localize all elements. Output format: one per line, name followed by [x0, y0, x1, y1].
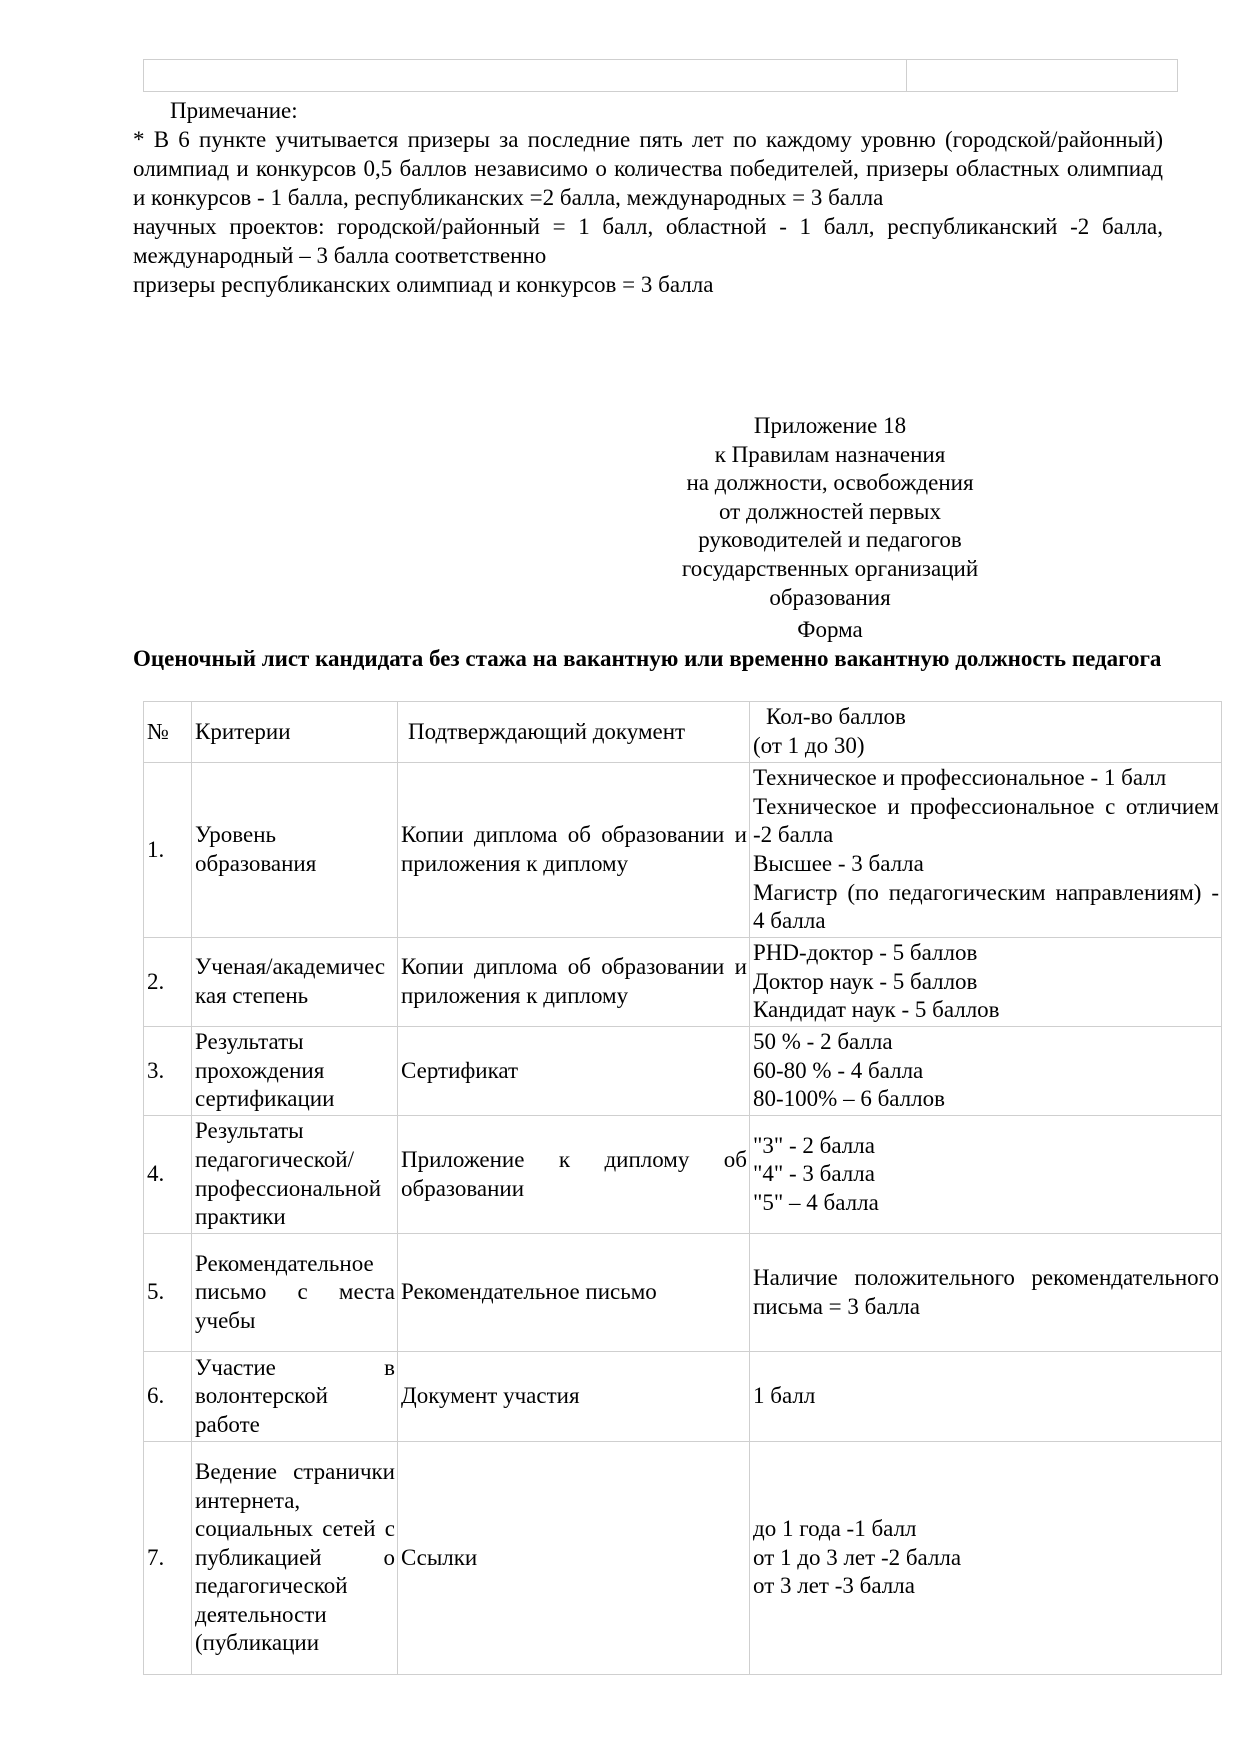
row-criteria: Участие в волонтерской работе [192, 1352, 398, 1442]
table-header-row [144, 702, 1222, 763]
row-points [750, 1442, 1222, 1675]
note-title: Примечание: [170, 98, 298, 123]
row-criteria: Рекомендательное письмо с места учебы [192, 1234, 398, 1352]
points-line: Кандидат наук - 5 баллов [753, 997, 1000, 1023]
note-paragraph-3: призеры республиканских олимпиад и конкурсов = 3 балла [133, 272, 714, 297]
row-document: Рекомендательное письмо [398, 1234, 750, 1352]
row-num: 3. [144, 1027, 192, 1116]
row-num: 5. [144, 1234, 192, 1352]
table-cell [144, 60, 907, 92]
row-points [750, 763, 1222, 938]
row-points: 1 балл [750, 1352, 1222, 1442]
points-line: Техническое и профессиональное - 1 балл [753, 765, 1167, 791]
points-line: "3" - 2 балла [753, 1132, 875, 1158]
header-points-line1: Кол-во баллов [766, 704, 906, 730]
points-line: PHD-доктор - 5 баллов [753, 940, 978, 966]
header-document: Подтверждающий документ [398, 702, 750, 763]
header-points-line2: (от 1 до 30) [753, 733, 865, 758]
row-criteria: Уровень образования [192, 763, 398, 938]
row-points [750, 938, 1222, 1027]
evaluation-table [143, 701, 1222, 1675]
points-line: от 3 лет -3 балла [753, 1573, 915, 1599]
row-document: Копии диплома об образовании и приложения к диплому [398, 763, 750, 938]
points-line-text: Техническое и профессиональное с отличием -2 балла [753, 793, 1219, 848]
header-criteria: Критерии [192, 702, 398, 763]
row-document: Сертификат [398, 1027, 750, 1116]
row-criteria: Ведение странички интернета, социальных сетей с публикацией о педагогической деятельности (публикации [192, 1442, 398, 1675]
points-line: 60-80 % - 4 балла [753, 1057, 924, 1083]
table-row [144, 60, 1178, 92]
appendix-line: от должностей первых [718, 498, 941, 524]
previous-table-fragment [143, 59, 1178, 92]
row-document: Копии диплома об образовании и приложения к диплому [398, 938, 750, 1027]
appendix-line: к Правилам назначения [714, 441, 946, 467]
table-cell [907, 60, 1178, 92]
points-line: 50 % - 2 балла [753, 1029, 893, 1055]
table-row [144, 938, 1222, 1027]
header-num: № [144, 702, 192, 763]
appendix-line: государственных организаций [681, 555, 979, 581]
table-row [144, 763, 1222, 938]
appendix-line: руководителей и педагогов [698, 527, 962, 553]
table-row [144, 1234, 1222, 1352]
row-num: 4. [144, 1116, 192, 1234]
points-line: Магистр (по педагогическим направлениям) - 4 балла [753, 879, 1219, 934]
table-row [144, 1116, 1222, 1234]
row-num: 7. [144, 1442, 192, 1675]
sheet-title: Оценочный лист кандидата без стажа на вакантную или временно вакантную должность педагога [133, 646, 1162, 671]
appendix-line: образования [769, 584, 891, 610]
row-num: 2. [144, 938, 192, 1027]
note-paragraph-1: * В 6 пункте учитывается призеры за последние пять лет по каждому уровню (городской/районный) олимпиад и конкурсов 0,5 баллов независимо о количества победителей, призеры областных олимпиад и конкурсов - 1 балла, республиканских =2 балла, международных = 3 балла [133, 127, 1163, 210]
points-line: до 1 года -1 балл [753, 1516, 917, 1542]
appendix-header [630, 411, 1030, 611]
note-paragraph-2: научных проектов: городской/районный = 1 балл, областной - 1 балл, республиканский -2 балла, международный – 3 балла соответственно [133, 214, 1163, 268]
points-line: "4" - 3 балла [753, 1161, 875, 1187]
row-points [750, 1116, 1222, 1234]
form-label: Форма [797, 617, 863, 642]
row-document: Приложение к диплому об образовании [398, 1116, 750, 1234]
points-line: Высшее - 3 балла [753, 851, 924, 876]
points-line: "5" – 4 балла [753, 1189, 879, 1215]
table-row [144, 1442, 1222, 1675]
row-criteria: Результаты прохождения сертификации [192, 1027, 398, 1116]
header-points [750, 702, 1222, 763]
row-points [750, 1027, 1222, 1116]
row-num: 6. [144, 1352, 192, 1442]
appendix-line: Приложение 18 [753, 413, 907, 438]
points-line: 80-100% – 6 баллов [753, 1086, 945, 1112]
row-points: Наличие положительного рекомендательного письма = 3 балла [750, 1234, 1222, 1352]
appendix-line: на должности, освобождения [686, 470, 974, 496]
points-line [753, 793, 1219, 850]
table-row [144, 1027, 1222, 1116]
row-document: Ссылки [398, 1442, 750, 1675]
points-line: Доктор наук - 5 баллов [753, 968, 978, 994]
points-line: от 1 до 3 лет -2 балла [753, 1544, 962, 1570]
row-num: 1. [144, 763, 192, 938]
table-row [144, 1352, 1222, 1442]
row-criteria: Результаты педагогической/ профессиональной практики [192, 1116, 398, 1234]
note-block [133, 96, 1163, 299]
row-document: Документ участия [398, 1352, 750, 1442]
row-criteria: Ученая/академическая степень [192, 938, 398, 1027]
